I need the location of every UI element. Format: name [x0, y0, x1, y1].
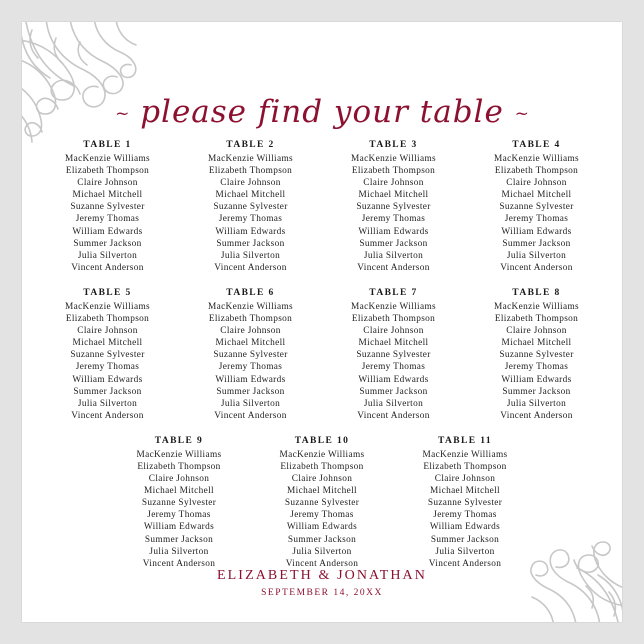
guest-name: Michael Mitchell: [287, 486, 357, 497]
guest-name: Jeremy Thomas: [361, 362, 426, 373]
guest-name: Michael Mitchell: [72, 190, 143, 201]
guest-name: Vincent Anderson: [357, 410, 430, 421]
table-card-5: [36, 288, 179, 422]
guest-name: Julia Silverton: [363, 398, 424, 409]
guest-name: Michael Mitchell: [358, 190, 429, 201]
guest-name: Julia Silverton: [220, 250, 281, 261]
guest-name: Elizabeth Thompson: [423, 461, 507, 472]
guest-name: William Edwards: [72, 226, 143, 237]
table-name: TABLE 9: [154, 435, 204, 446]
guest-name: Claire Johnson: [506, 178, 567, 189]
guest-name: Vincent Anderson: [142, 558, 216, 569]
guest-name: Claire Johnson: [291, 474, 353, 485]
table-name: TABLE 6: [226, 287, 275, 298]
guest-name: Summer Jackson: [359, 238, 428, 249]
guest-name: Michael Mitchell: [215, 190, 286, 201]
table-name: TABLE 3: [369, 140, 418, 150]
guest-name: Summer Jackson: [216, 386, 285, 397]
guest-name: MacKenzie Williams: [350, 154, 436, 164]
table-card-4: [465, 140, 608, 274]
table-name: TABLE 2: [226, 140, 275, 150]
table-card-6: [179, 288, 322, 422]
guest-name: Suzanne Sylvester: [141, 498, 217, 509]
guest-name: Julia Silverton: [506, 398, 567, 409]
guest-name: Elizabeth Thompson: [65, 166, 150, 177]
guest-name: Jeremy Thomas: [361, 214, 426, 225]
guest-name: Suzanne Sylvester: [356, 202, 431, 213]
guest-name: Claire Johnson: [506, 326, 567, 337]
table-card-3: [322, 140, 465, 274]
table-name: TABLE 4: [512, 140, 561, 150]
page-title: [22, 94, 622, 130]
guest-name: Vincent Anderson: [500, 262, 573, 273]
table-assignments-grid: [36, 140, 608, 584]
guest-name: Vincent Anderson: [214, 262, 287, 273]
title-text: please find your table: [140, 94, 504, 130]
guest-name: Suzanne Sylvester: [213, 350, 288, 361]
guest-name: MacKenzie Williams: [64, 301, 150, 312]
title-swash-right: ~: [514, 104, 529, 124]
guest-name: MacKenzie Williams: [136, 449, 222, 460]
guest-name: William Edwards: [215, 226, 286, 237]
guest-name: Elizabeth Thompson: [137, 461, 221, 472]
table-card-8: [465, 288, 608, 422]
table-card-9: [108, 436, 251, 570]
guest-name: Elizabeth Thompson: [351, 166, 436, 177]
guest-name: Jeremy Thomas: [504, 362, 569, 373]
guest-name: Suzanne Sylvester: [499, 350, 574, 361]
guest-name: Elizabeth Thompson: [208, 166, 293, 177]
guest-name: MacKenzie Williams: [207, 301, 293, 312]
guest-name: Suzanne Sylvester: [499, 202, 574, 213]
guest-name: Vincent Anderson: [428, 558, 502, 569]
guest-name: Vincent Anderson: [357, 262, 430, 273]
guest-name: William Edwards: [215, 374, 286, 385]
guest-name: Elizabeth Thompson: [208, 314, 293, 325]
guest-name: Julia Silverton: [435, 546, 495, 557]
couple-names: ELIZABETH & JONATHAN: [217, 568, 427, 583]
guest-name: MacKenzie Williams: [493, 154, 579, 164]
guest-name: Claire Johnson: [77, 178, 138, 189]
guest-name: Julia Silverton: [77, 250, 138, 261]
poster-footer: [22, 568, 622, 598]
guest-name: Elizabeth Thompson: [65, 314, 150, 325]
table-name: TABLE 7: [369, 287, 418, 298]
guest-name: Summer Jackson: [216, 238, 285, 249]
guest-name: Claire Johnson: [363, 326, 424, 337]
table-card-2: [179, 140, 322, 274]
table-row: [36, 140, 608, 288]
guest-name: Michael Mitchell: [144, 486, 214, 497]
guest-name: William Edwards: [358, 374, 429, 385]
guest-name: Michael Mitchell: [501, 338, 572, 349]
guest-name: Michael Mitchell: [430, 486, 500, 497]
guest-name: Suzanne Sylvester: [356, 350, 431, 361]
guest-name: Claire Johnson: [363, 178, 424, 189]
guest-name: Summer Jackson: [502, 386, 571, 397]
guest-name: Jeremy Thomas: [433, 510, 497, 521]
guest-name: William Edwards: [72, 374, 143, 385]
guest-name: Julia Silverton: [506, 250, 567, 261]
table-card-11: [394, 436, 537, 570]
guest-name: Claire Johnson: [220, 326, 281, 337]
guest-name: MacKenzie Williams: [279, 449, 365, 460]
table-card-7: [322, 288, 465, 422]
guest-name: William Edwards: [143, 522, 215, 533]
table-card-10: [251, 436, 394, 570]
guest-name: Summer Jackson: [73, 238, 142, 249]
guest-name: Claire Johnson: [220, 178, 281, 189]
guest-name: Michael Mitchell: [215, 338, 286, 349]
table-name: TABLE 1: [83, 140, 132, 150]
guest-name: MacKenzie Williams: [64, 154, 150, 164]
table-name: TABLE 11: [437, 435, 493, 446]
guest-name: Summer Jackson: [430, 534, 500, 545]
guest-name: William Edwards: [429, 522, 501, 533]
table-row: [36, 436, 608, 584]
guest-name: Suzanne Sylvester: [213, 202, 288, 213]
guest-name: Julia Silverton: [220, 398, 281, 409]
guest-name: Claire Johnson: [434, 474, 496, 485]
table-card-1: [36, 140, 179, 274]
guest-name: Jeremy Thomas: [504, 214, 569, 225]
guest-name: MacKenzie Williams: [493, 301, 579, 312]
guest-name: Elizabeth Thompson: [351, 314, 436, 325]
guest-name: Elizabeth Thompson: [280, 461, 364, 472]
guest-name: Vincent Anderson: [214, 410, 287, 421]
guest-name: Julia Silverton: [292, 546, 352, 557]
guest-name: Claire Johnson: [148, 474, 210, 485]
guest-name: Jeremy Thomas: [75, 214, 140, 225]
guest-name: William Edwards: [286, 522, 358, 533]
title-swash-left: ~: [115, 104, 130, 124]
guest-name: Michael Mitchell: [358, 338, 429, 349]
guest-name: Jeremy Thomas: [147, 510, 211, 521]
guest-name: Vincent Anderson: [71, 262, 144, 273]
guest-name: Elizabeth Thompson: [494, 314, 579, 325]
guest-name: Summer Jackson: [359, 386, 428, 397]
guest-name: Jeremy Thomas: [218, 214, 283, 225]
guest-name: Jeremy Thomas: [218, 362, 283, 373]
guest-name: Summer Jackson: [502, 238, 571, 249]
guest-name: MacKenzie Williams: [350, 301, 436, 312]
guest-name: Summer Jackson: [144, 534, 214, 545]
guest-name: William Edwards: [358, 226, 429, 237]
guest-name: Jeremy Thomas: [75, 362, 140, 373]
guest-name: William Edwards: [501, 374, 572, 385]
guest-name: Julia Silverton: [363, 250, 424, 261]
guest-name: Suzanne Sylvester: [284, 498, 360, 509]
guest-name: Jeremy Thomas: [290, 510, 354, 521]
poster-sheet: [22, 22, 622, 622]
guest-name: Michael Mitchell: [72, 338, 143, 349]
wedding-date: SEPTEMBER 14, 20XX: [261, 588, 383, 598]
guest-name: Suzanne Sylvester: [427, 498, 503, 509]
guest-name: Suzanne Sylvester: [70, 202, 145, 213]
guest-name: Michael Mitchell: [501, 190, 572, 201]
table-name: TABLE 5: [83, 287, 132, 298]
guest-name: Summer Jackson: [73, 386, 142, 397]
guest-name: Claire Johnson: [77, 326, 138, 337]
guest-name: Vincent Anderson: [71, 410, 144, 421]
table-name: TABLE 10: [294, 435, 350, 446]
table-row: [36, 288, 608, 436]
guest-name: Summer Jackson: [287, 534, 357, 545]
guest-name: Suzanne Sylvester: [70, 350, 145, 361]
guest-name: William Edwards: [501, 226, 572, 237]
guest-name: MacKenzie Williams: [422, 449, 508, 460]
guest-name: Elizabeth Thompson: [494, 166, 579, 177]
guest-name: Vincent Anderson: [285, 558, 359, 569]
table-name: TABLE 8: [512, 287, 561, 298]
guest-name: MacKenzie Williams: [207, 154, 293, 164]
guest-name: Vincent Anderson: [500, 410, 573, 421]
guest-name: Julia Silverton: [149, 546, 209, 557]
guest-name: Julia Silverton: [77, 398, 138, 409]
